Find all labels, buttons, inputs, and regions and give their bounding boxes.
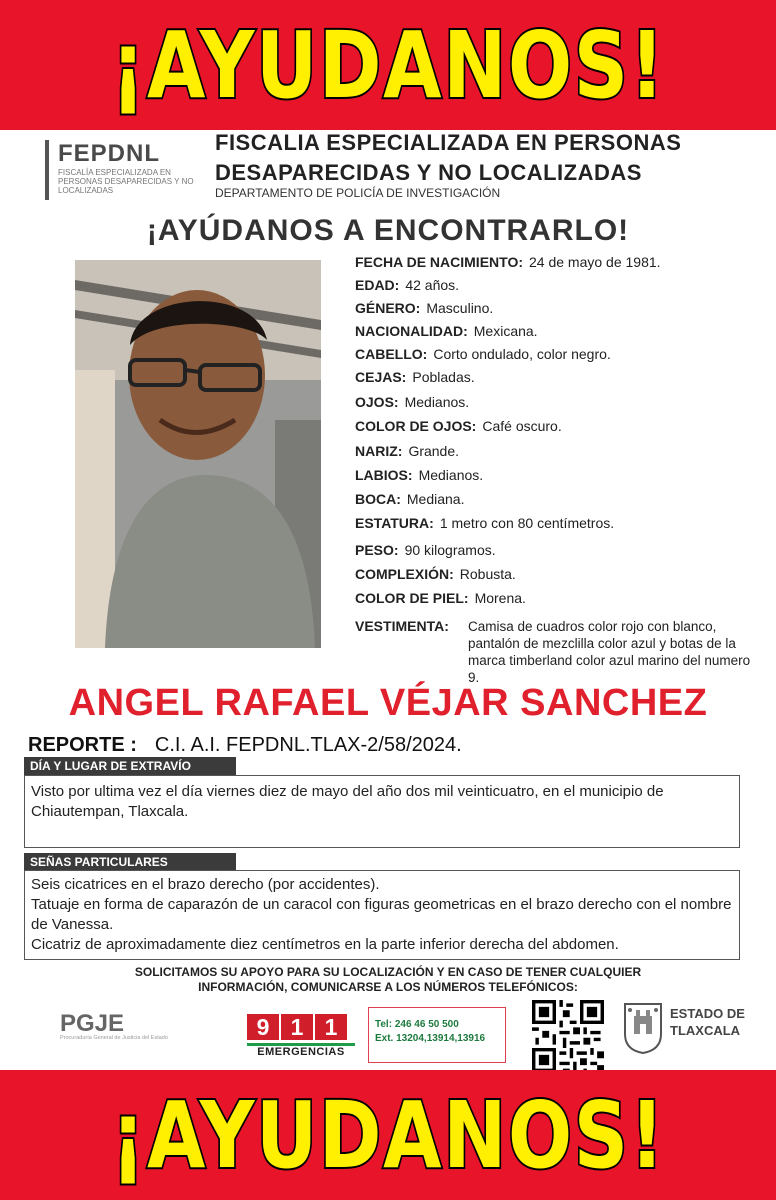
detail-height: ESTATURA: 1 metro con 80 centímetros. — [355, 515, 615, 531]
detail-build: COMPLEXIÓN: Robusta. — [355, 566, 516, 582]
detail-nationality: NACIONALIDAD: Mexicana. — [355, 323, 538, 339]
person-photo — [75, 260, 321, 648]
detail-hair: CABELLO: Corto ondulado, color negro. — [355, 346, 611, 362]
person-photo-image — [75, 260, 321, 648]
digit-9: 9 — [247, 1014, 279, 1040]
top-banner — [0, 0, 776, 130]
report-value: C.I. A.I. FEPDNL.TLAX-2/58/2024. — [154, 734, 462, 756]
detail-birthdate: FECHA DE NACIMIENTO: 24 de mayo de 1981. — [355, 254, 661, 270]
missing-person-poster — [0, 130, 776, 1070]
banner-title: ¡AYUDANOS! — [110, 11, 666, 119]
detail-age: EDAD: 42 años. — [355, 277, 460, 293]
agency-name-line2: DESAPARECIDAS Y NO LOCALIZADAS — [215, 160, 642, 185]
agency-name — [215, 128, 681, 188]
feature-item: Cicatriz de aproximadamente diez centímetros en la parte inferior derecha del abdomen. — [31, 936, 619, 953]
contact-request-line2: INFORMACIÓN, COMUNICARSE A LOS NÚMEROS TELEFÓNICOS: — [198, 980, 578, 994]
estado-line1: ESTADO DE — [670, 1006, 745, 1021]
fepdnl-logo: FEPDNL — [58, 140, 160, 167]
estado-tlaxcala-logo — [670, 1005, 745, 1039]
feature-item: Tatuaje en forma de caparazón de un caracol con figuras geometricas en el brazo derecho con el nombre de Vanessa. — [31, 896, 732, 933]
bottom-banner — [0, 1070, 776, 1200]
agency-name-line1: FISCALIA ESPECIALIZADA EN PERSONAS — [215, 130, 682, 155]
clothing-label: VESTIMENTA: — [355, 618, 449, 634]
contact-request — [0, 965, 776, 995]
features-section-label: SEÑAS PARTICULARES — [24, 853, 236, 871]
tel-label: Tel: — [375, 1019, 393, 1030]
emergency-911-logo — [247, 1014, 355, 1058]
distinguishing-features — [24, 870, 740, 960]
tlaxcala-crest-icon — [622, 998, 664, 1054]
person-details — [355, 254, 765, 684]
department-name: DEPARTAMENTO DE POLICÍA DE INVESTIGACIÓN — [215, 186, 501, 200]
digit-1: 1 — [315, 1014, 347, 1040]
detail-mouth: BOCA: Mediana. — [355, 491, 465, 507]
contact-request-line1: SOLICITAMOS SU APOYO PARA SU LOCALIZACIÓN Y EN CASO DE TENER CUALQUIER — [134, 965, 642, 979]
estado-line2: TLAXCALA — [670, 1023, 741, 1038]
detail-weight: PESO: 90 kilogramos. — [355, 542, 496, 558]
detail-eyebrows: CEJAS: Pobladas. — [355, 369, 475, 385]
disappearance-details: Visto por ultima vez el día viernes diez de mayo del año dos mil veinticuatro, en el municipio de Chiautempan, Tlaxcala. — [24, 775, 740, 848]
feature-item: Seis cicatrices en el brazo derecho (por accidentes). — [31, 876, 380, 893]
pgje-logo-subtitle: Procuraduría General de Justicia del Estado — [60, 1035, 168, 1041]
ext-label: Ext. — [375, 1033, 394, 1044]
logo-divider — [45, 140, 49, 200]
detail-skin-color: COLOR DE PIEL: Morena. — [355, 590, 526, 606]
emergencias-label: EMERGENCIAS — [257, 1046, 345, 1058]
report-label: REPORTE : — [28, 734, 137, 756]
detail-eye-color: COLOR DE OJOS: Café oscuro. — [355, 418, 562, 434]
pgje-logo: PGJE — [60, 1010, 125, 1037]
detail-nose: NARIZ: Grande. — [355, 443, 460, 459]
poster-headline: ¡AYÚDANOS A ENCONTRARLO! — [146, 214, 630, 247]
banner-title: ¡AYUDANOS! — [110, 1081, 666, 1189]
tel-number: 246 46 50 500 — [394, 1019, 459, 1030]
detail-gender: GÉNERO: Masculino. — [355, 300, 494, 316]
qr-code-icon — [532, 1000, 604, 1072]
digit-1: 1 — [281, 1014, 313, 1040]
detail-eyes: OJOS: Medianos. — [355, 394, 470, 410]
clothing-description: Camisa de cuadros color rojo con blanco, pantalón de mezclilla color azul y botas de la marca timberland color azul marino del numero 9. — [468, 619, 751, 685]
detail-lips: LABIOS: Medianos. — [355, 467, 484, 483]
phone-box — [368, 1007, 506, 1063]
disappearance-section-label: DÍA Y LUGAR DE EXTRAVÍO — [24, 757, 236, 775]
ext-numbers: 13204,13914,13916 — [396, 1033, 486, 1044]
person-name: ANGEL RAFAEL VÉJAR SANCHEZ — [68, 682, 708, 724]
report-number — [28, 734, 462, 757]
fepdnl-logo-subtitle: FISCALÍA ESPECIALIZADA EN PERSONAS DESAPARECIDAS Y NO LOCALIZADAS — [58, 168, 194, 195]
